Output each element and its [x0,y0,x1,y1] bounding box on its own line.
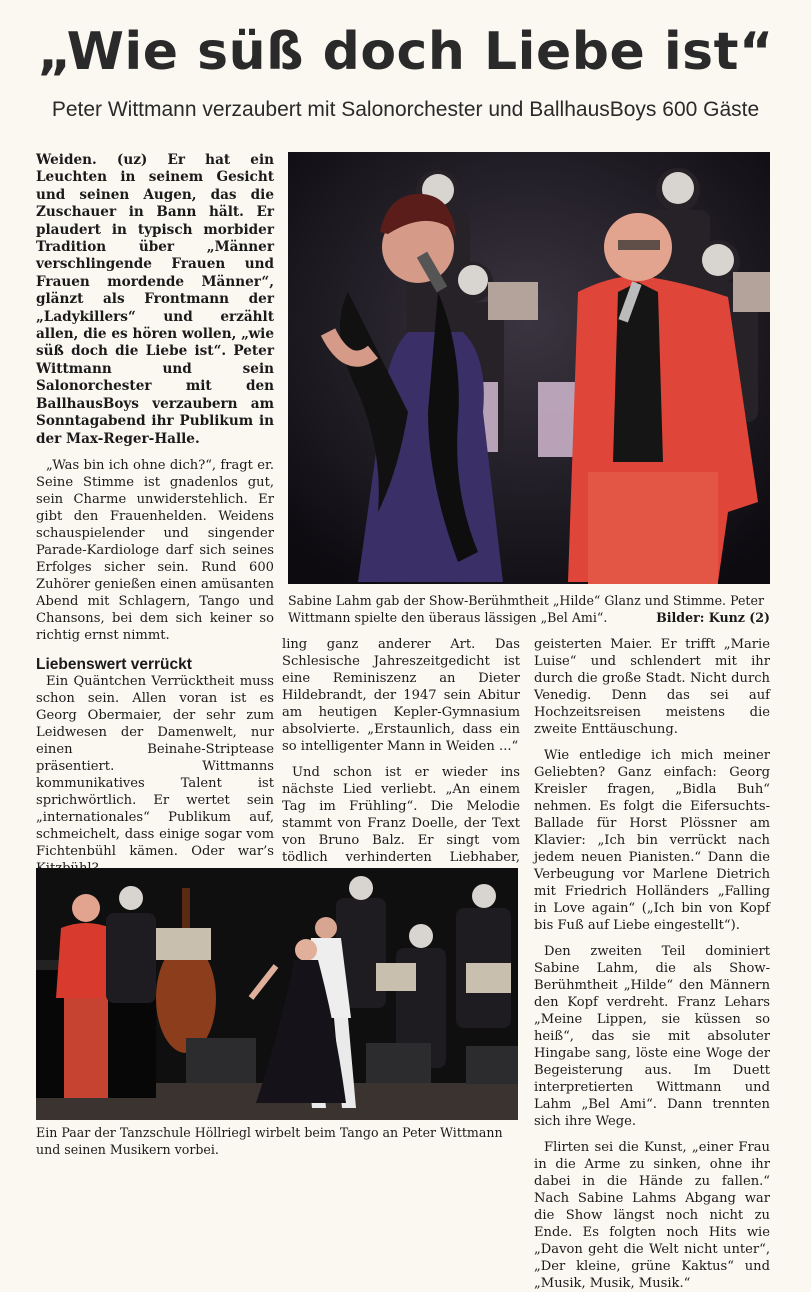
body-paragraph: ling ganz anderer Art. Das Schlesische Jahreszeitgedicht ist eine Reminiszenz an Dieter Hildebrandt, der 1947 sein Abitur am heutigen Kepler-Gymnasium absolvierte. „Erstaunlich, dass ein so intelligenter Mann in Weiden ...“ [282,637,520,754]
body-paragraph: Ein Quäntchen Verrücktheit muss schon sein. Allen voran ist es Georg Obermaier, der sehr zum Leidwesen der Damenwelt, nur einen Beinahe-Striptease präsentiert. Wittmanns kommunikatives Talent ist sprichwörtlich. Er wertet sein „internationales“ Publikum auf, schmeichelt, dass einige sogar vom Fichtenbühl kämen. Oder war’s [36,673,274,859]
subheadline: Peter Wittmann verzaubert mit Salonorchester und BallhausBoys 600 Gäste [51,98,760,121]
stage-photo-tango [36,868,518,1120]
lead-paragraph: Weiden. (uz) Er hat ein Leuchten in seinem Gesicht und seinen Augen, das die Zuschauer in Bann hält. Er plaudert in typisch morbider Tradition über „Männer verschlingende Frauen und Frauen mordende Männer“, glänzt als Frontmann der „Ladykillers“ und erzählt allen, die es hören wollen, „wie süß doch die Liebe ist“. Peter Wittmann und sein Salonorchester mit den BallhausBoys verzaubern am Sonntagabend ihr Publikum in der Max-Reger-Halle. [36,152,274,447]
body-paragraph: „Was bin ich ohne dich?“, fragt er. Seine Stimme ist gnadenlos gut, sein Charme unwiderstehlich. Er gibt den Frauenhelden. Weidens schauspielender und singender Parade-Kardiologe darf sich seines Erfolges sicher sein. Rund 600 Zuhörer genießen einen amüsanten Abend mit Schlagern, Tango und Chansons, bei dem sich keiner so richtig ernst nimmt. [36,457,274,643]
caption-text: Sabine Lahm gab der Show-Berühmtheit „Hilde“ Glanz und Stimme. Peter Wittmann spielte den überaus lässigen „Bel Ami“. [288,593,764,625]
body-paragraph: Und schon ist er wieder ins nächste Lied verliebt. „An einem Tag im Frühling“. Die Melodie stammt von Franz Doelle, der Text von Bruno Balz. Er singt vom tödlich verhinderten Liebhaber, [282,765,520,865]
singers-illustration [288,152,770,584]
headline: „Wie süß doch Liebe ist“ [37,22,774,82]
bottom-photo-caption: Ein Paar der Tanzschule Höllriegl wirbelt beim Tango an Peter Wittmann und seinen Musikern vorbei. [36,1125,503,1157]
column-left [36,152,274,988]
body-paragraph: geisterten Maier. Er trifft „Marie Luise“ und schlendert mit ihr durch die große Stadt. Nicht durch Venedig. Denn das sei auf Hochzeitsreisen meistens die zweite Enttäuschung. [534,637,770,737]
photo-credit: Bilder: Kunz (2) [656,610,770,625]
body-paragraph: Flirten sei die Kunst, „einer Frau in die Arme zu sinken, ohne ihr dabei in die Hände zu fallen.“ Nach Sabine Lahms Abgang war die Show längst noch nicht zu Ende. Es folgten noch Hits wie „Davon geht die Welt nicht unter“, „Der kleine, grüne Kaktus“ und „Musik, Musik, Musik.“ [534,1140,770,1291]
stage-photo-singers [288,152,770,584]
column-right [534,636,770,1292]
body-paragraph: Wie entledige ich mich meiner Geliebten? Ganz einfach: Georg Kreisler fragen, „Bidla Buh“ nehmen. Es folgt die Eifersuchts-Ballade für Horst Plössner am Klavier: „Ich bin verrückt nach jedem neuen Pianisten.“ Dann die Verbeugung vor Marlene Dietrich mit Friedrich Holländers „Falling in Love again“ („Ich bin von Kopf bis Fuß auf Liebe eingestellt“). [534,748,770,933]
section-heading: Liebenswert verrückt [36,655,192,673]
tango-illustration [36,868,518,1120]
body-paragraph: Den zweiten Teil dominiert Sabine Lahm, die als Show-Berühmtheit „Hilde“ den Männern den Kopf verdreht. Franz Lehars „Meine Lippen, sie küssen so heiß“, das sie mit absoluter Hingabe sang, löste eine Woge der Begeisterung aus. Im Duett interpretierten Wittmann und Lahm „Bel Ami“. Dann trennten sich ihre Wege. [534,944,770,1129]
top-photo-caption [288,592,770,626]
column-middle [282,636,520,883]
